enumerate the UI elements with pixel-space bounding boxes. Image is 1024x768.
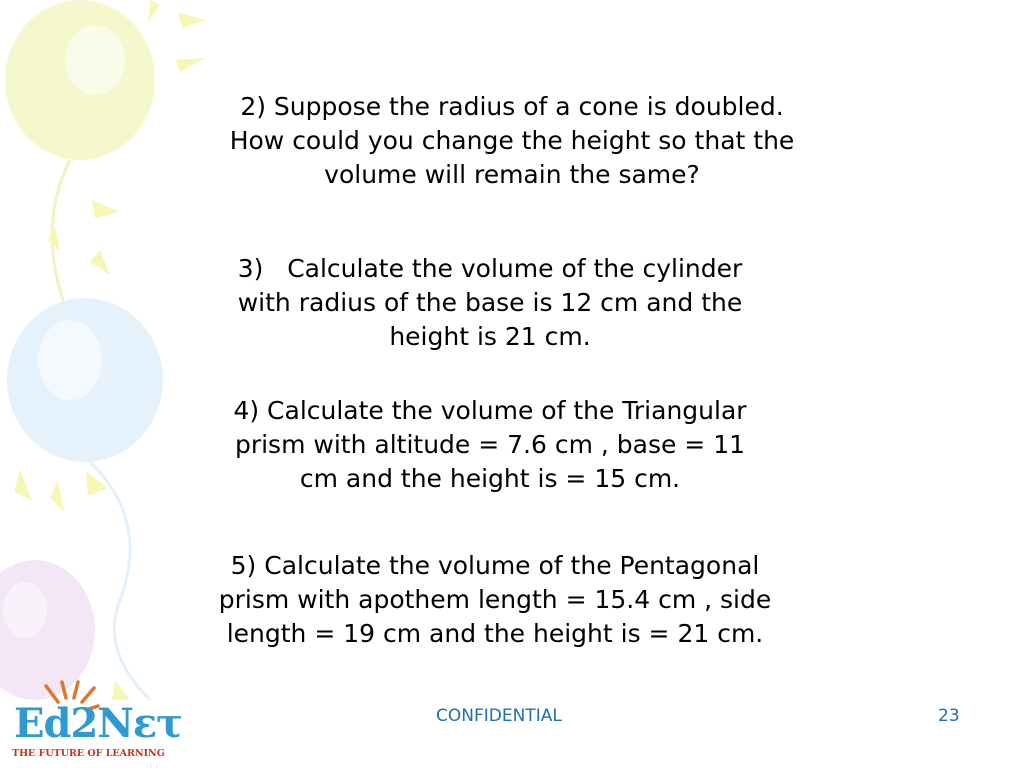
yellow-balloon-highlight — [65, 25, 125, 95]
yellow-ray — [148, 0, 160, 22]
question-5: 5) Calculate the volume of the Pentagonal prism with apothem length = 15.4 cm , side length = 19 cm and the height is = 21 cm. — [218, 551, 772, 648]
logo-tagline: THE FUTURE OF LEARNING — [12, 748, 165, 759]
yellow-ray — [48, 226, 60, 252]
yellow-ray — [86, 472, 108, 496]
question-2: 2) Suppose the radius of a cone is doubled. How could you change the height so that the volume will remain the same? — [229, 92, 795, 189]
yellow-ray — [176, 58, 205, 72]
question-3: 3) Calculate the volume of the cylinder with radius of the base is 12 cm and the height is 21 cm. — [237, 254, 743, 351]
yellow-ray — [90, 250, 110, 275]
blue-balloon-highlight — [38, 320, 102, 400]
confidential-label: CONFIDENTIAL — [436, 706, 562, 726]
logo-wordmark: Ed2Nετ — [14, 700, 183, 747]
yellow-ray — [14, 470, 32, 500]
yellow-ray — [50, 480, 64, 512]
purple-balloon-highlight — [3, 582, 47, 638]
question-4: 4) Calculate the volume of the Triangular prism with altitude = 7.6 cm , base = 11 cm and the height is = 15 cm. — [233, 396, 747, 493]
blue-balloon-string — [90, 462, 150, 700]
ed2net-logo — [10, 680, 183, 764]
page-number: 23 — [938, 706, 960, 726]
yellow-ray — [178, 12, 205, 28]
yellow-ray — [92, 200, 120, 218]
